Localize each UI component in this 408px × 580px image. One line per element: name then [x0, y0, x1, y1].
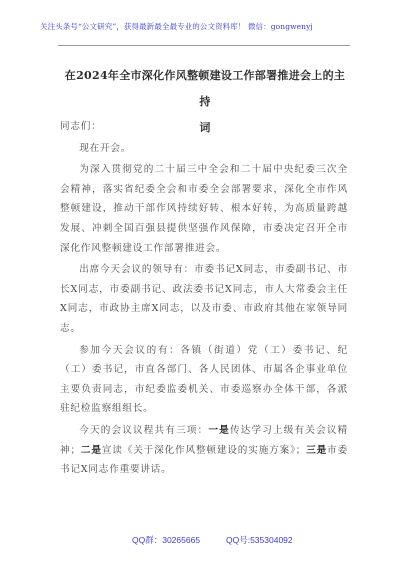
agenda-two-text: 宣读《关于深化作风整顿建设的实施方案》； [101, 444, 307, 456]
agenda-intro: 今天的会议议程共有三项： [79, 424, 209, 436]
header-divider [58, 45, 350, 46]
agenda-one-label: 一是 [208, 424, 230, 436]
document-body [60, 117, 348, 480]
paragraph-leaders: 出席今天会议的领导有：市委书记X同志，市委副书记、市长X同志，市委副书记、政法委书记X同志，市人大常委会主任X同志，市政协主席X同志，以及市委、市政府其他在家领导同志。 [60, 264, 348, 334]
footer-qq-group: QQ群：30265665 [132, 535, 201, 545]
paragraph-attendees: 参加今天会议的有：各镇（街道）党（工）委书记、纪（工）委书记，市直各部门、各人民团体、市属各企事业单位主要负责同志，市纪委监委机关、市委巡察办全体干部，各派驻纪检监察组组长。 [60, 344, 348, 415]
header-banner: 关注头条号“公文研究”，获得最新最全最专业的公文资料库！ 微信：gongwenyj [40, 22, 313, 31]
paragraph-open: 现在开会。 [79, 142, 132, 154]
salutation: 同志们： [60, 121, 102, 132]
paragraph-agenda [60, 421, 348, 480]
footer-qq-number: QQ号:535304092 [226, 535, 293, 545]
agenda-three-text: 市委书记X同志作重要讲话。 [60, 444, 348, 476]
paragraph-purpose: 为深入贯彻党的二十届三中全会和二十届中央纪委三次全会精神，落实省纪委全会和市委全会部署要求，深化全市作风整顿建设，推动干部作风持续好转、根本好转，为高质量跨越发展、冲刺全国百强县提供坚强作风保障，市委决定召开全市深化作风整顿建设工作部署推进会。 [60, 164, 348, 254]
agenda-three-label: 三是 [306, 444, 328, 456]
title-line-2: 词 [199, 121, 211, 134]
title-line-1: 在2024年全市深化作风整顿建设工作部署推进会上的主持 [64, 69, 346, 108]
agenda-two-label: 二是 [80, 444, 102, 456]
agenda-one-text: 传达学习上级有关会议精神； [60, 424, 348, 456]
